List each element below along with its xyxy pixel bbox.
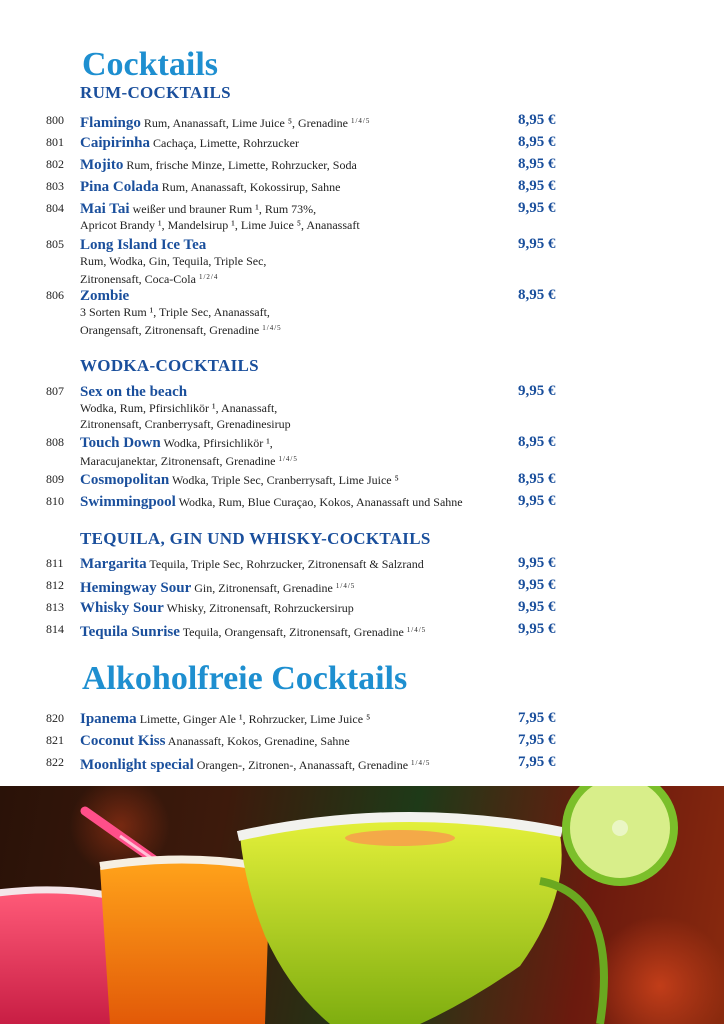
item-price: 7,95 € [518, 732, 556, 748]
item-description: Whisky, Zitronensaft, Rohrzuckersirup [163, 601, 354, 615]
item-number: 805 [46, 237, 64, 251]
item-price: 8,95 € [518, 434, 556, 450]
item-description: Rum, Ananassaft, Lime Juice ⁵, Grenadine [140, 116, 351, 130]
item-description: Orangen-, Zitronen-, Ananassaft, Grenadine [193, 758, 412, 772]
item-name: Sex on the beach [80, 384, 188, 400]
item-number: 813 [46, 600, 64, 614]
item-description: Rum, Ananassaft, Kokossirup, Sahne [158, 180, 341, 194]
section-heading-rum: RUM-COCKTAILS [80, 83, 231, 102]
item-description: Gin, Zitronensaft, Grenadine [191, 581, 336, 595]
item-description-line3: Maracujanektar, Zitronensaft, Grenadine [80, 454, 279, 468]
item-description: Cachaça, Limette, Rohrzucker [150, 136, 299, 150]
item-description: Rum, frische Minze, Limette, Rohrzucker, Soda [123, 158, 357, 172]
section-heading-wodka: WODKA-COCKTAILS [80, 356, 259, 375]
item-number: 821 [46, 733, 64, 747]
item-price: 9,95 € [518, 200, 556, 216]
item-description-line3: Zitronensaft, Cranberrysaft, Grenadinesirup [80, 417, 291, 431]
item-name: Swimmingpool [80, 494, 176, 510]
item-price: 9,95 € [518, 236, 556, 252]
item-description: Wodka, Rum, Blue Curaçao, Kokos, Ananassaft und Sahne [175, 495, 463, 509]
item-name: Cosmopolitan [80, 472, 170, 488]
item-description-line2: Apricot Brandy ¹, Mandelsirup ¹, Lime Juice ⁵, Ananassaft [80, 218, 360, 232]
item-number: 811 [46, 556, 64, 570]
item-name: Touch Down [80, 435, 161, 451]
item-price: 8,95 € [518, 134, 556, 150]
item-description-line2: Rum, Wodka, Gin, Tequila, Triple Sec, [80, 254, 267, 268]
item-footnote: 1/4/5 [406, 626, 427, 634]
item-name: Flamingo [80, 115, 141, 131]
item-name: Long Island Ice Tea [80, 237, 207, 253]
cocktail-glasses-photo [0, 786, 724, 1024]
item-number: 809 [46, 472, 64, 486]
item-description: Wodka, Pfirsichlikör ¹, [160, 436, 273, 450]
item-footnote: 1/4/5 [278, 455, 298, 463]
item-price: 9,95 € [518, 493, 556, 509]
item-price: 8,95 € [518, 287, 556, 303]
item-number: 804 [46, 201, 64, 215]
item-name: Moonlight special [80, 757, 194, 773]
item-footnote: 1/2/4 [198, 273, 219, 281]
item-number: 800 [46, 113, 64, 127]
item-number: 802 [46, 157, 64, 171]
item-number: 810 [46, 494, 64, 508]
item-description: Tequila, Orangensaft, Zitronensaft, Grenadine [179, 625, 407, 639]
item-name: Margarita [80, 556, 147, 572]
item-description-line2: Wodka, Rum, Pfirsichlikör ¹, Ananassaft, [80, 401, 278, 415]
item-description: Ananassaft, Kokos, Grenadine, Sahne [165, 734, 350, 748]
item-number: 808 [46, 435, 64, 449]
item-price: 8,95 € [518, 178, 556, 194]
item-name: Whisky Sour [80, 600, 164, 616]
item-number: 812 [46, 578, 64, 592]
section-heading-tequila: TEQUILA, GIN UND WHISKY-COCKTAILS [80, 529, 431, 548]
item-name: Coconut Kiss [80, 733, 166, 749]
item-description-line3: Orangensaft, Zitronensaft, Grenadine [80, 323, 263, 337]
item-name: Pina Colada [80, 179, 159, 195]
cocktails-title: Cocktails [82, 46, 218, 83]
item-price: 9,95 € [518, 577, 556, 593]
item-price: 8,95 € [518, 156, 556, 172]
item-description: Limette, Ginger Ale ¹, Rohrzucker, Lime Juice ⁵ [136, 712, 371, 726]
item-footnote: 1/4/5 [262, 324, 282, 332]
item-number: 803 [46, 179, 64, 193]
item-number: 822 [46, 755, 64, 769]
item-price: 9,95 € [518, 599, 556, 615]
item-name: Caipirinha [80, 135, 151, 151]
item-price: 8,95 € [518, 471, 556, 487]
item-description: Tequila, Triple Sec, Rohrzucker, Zitronensaft & Salzrand [146, 557, 424, 571]
item-footnote: 1/4/5 [335, 582, 356, 590]
item-price: 8,95 € [518, 112, 556, 128]
item-price: 9,95 € [518, 383, 556, 399]
item-price: 9,95 € [518, 555, 556, 571]
item-footnote: 1/4/5 [350, 117, 371, 125]
item-name: Zombie [80, 288, 130, 304]
item-description: Wodka, Triple Sec, Cranberrysaft, Lime Juice ⁵ [169, 473, 399, 487]
item-number: 801 [46, 135, 64, 149]
item-price: 7,95 € [518, 710, 556, 726]
item-name: Hemingway Sour [80, 580, 192, 596]
item-number: 807 [46, 384, 64, 398]
item-name: Mai Tai [80, 201, 130, 217]
item-description: weißer und brauner Rum ¹, Rum 73%, [129, 202, 317, 216]
item-price: 9,95 € [518, 621, 556, 637]
item-number: 814 [46, 622, 64, 636]
item-description-line2: 3 Sorten Rum ¹, Triple Sec, Ananassaft, [80, 305, 270, 319]
item-name: Tequila Sunrise [80, 624, 180, 640]
item-name: Ipanema [80, 711, 137, 727]
item-number: 806 [46, 288, 64, 302]
item-footnote: 1/4/5 [411, 759, 431, 767]
item-description-line3: Zitronensaft, Coca-Cola [80, 272, 199, 286]
alkoholfreie-title: Alkoholfreie Cocktails [82, 660, 408, 697]
item-name: Mojito [80, 157, 124, 173]
item-price: 7,95 € [518, 754, 556, 770]
item-number: 820 [46, 711, 64, 725]
